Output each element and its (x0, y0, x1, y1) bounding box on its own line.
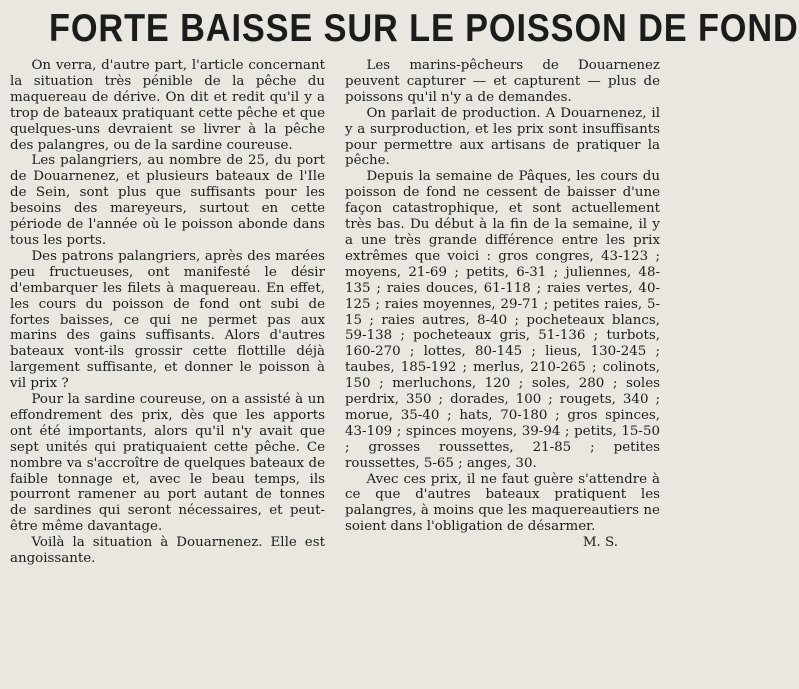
paragraph: Les palangriers, au nombre de 25, du port de Douarnenez, et plusieurs bateaux de l'Ile de Sein, sont plus que suffisants pour les besoins des mareyeurs, surtout en cette période de l'année où le poisson abonde dans tous les ports. (10, 153, 325, 248)
paragraph: On verra, d'autre part, l'article concernant la situation très pénible de la pêche du maquereau de dérive. On dit et redit qu'il y a trop de bateaux pratiquant cette pêche et que quelques-uns devraient se livrer à la pêche des palangres, ou de la sardine coureuse. (10, 58, 325, 153)
paragraph: Voilà la situation à Douarnenez. Elle est angoissante. (10, 535, 325, 567)
paragraph: Depuis la semaine de Pâques, les cours du poisson de fond ne cessent de baisser d'une façon catastrophique, et sont actuellement très bas. Du début à la fin de la semaine, il y a une très grande différence entre les prix extrêmes que voici : gros congres, 43-123 ; moyens, 21-69 ; petits, 6-31 ; juliennes, 48-135 ; raies douces, 61-118 ; raies vertes, 40-125 ; raies moyennes, 29-71 ; petites raies, 5-15 ; raies autres, 8-40 ; pocheteaux blancs, 59-138 ; pocheteaux gris, 51-136 ; turbots, 160-270 ; lottes, 80-145 ; lieus, 130-245 ; taubes, 185-192 ; merlus, 210-265 ; colinots, 150 ; merluchons, 120 ; soles, 280 ; soles perdrix, 350 ; dorades, 100 ; rougets, 340 ; morue, 35-40 ; hats, 70-180 ; gros spinces, 43-109 ; spinces moyens, 39-94 ; petits, 15-50 ; grosses roussettes, 21-85 ; petites roussettes, 5-65 ; anges, 30. (345, 169, 660, 471)
left-column (10, 58, 325, 567)
paragraph: On parlait de production. A Douarnenez, il y a surproduction, et les prix sont insuffisants pour permettre aux artisans de pratiquer la pêche. (345, 105, 660, 169)
right-column (345, 58, 660, 567)
paragraph: Des patrons palangriers, après des marées peu fructueuses, ont manifesté le désir d'embarquer les filets à maquereau. En effet, les cours du poisson de fond ont subi de fortes baisses, ce qui ne permet pas aux marins des gains suffisants. Alors d'autres bateaux vont-ils grossir cette flottille déjà largement suffisante, et donner le poisson à vil prix ? (10, 248, 325, 392)
author-signature: M. S. (582, 535, 618, 551)
article-body (10, 58, 660, 567)
headline: FORTE BAISSE SUR LE POISSON DE FOND (49, 7, 799, 50)
paragraph: Pour la sardine coureuse, on a assisté à un effondrement des prix, dès que les apports ont été importants, alors qu'il n'y avait que sept unités qui pratiquaient cette pêche. Ce nombre va s'accroître de quelques bateaux de faible tonnage et, avec le beau temps, ils pourront ramener au port autant de tonnes de sardines qui seront nécessaires, et peut-être même davantage. (10, 392, 325, 535)
paragraph: Les marins-pêcheurs de Douarnenez peuvent capturer — et capturent — plus de poissons qu'il n'y a de demandes. (345, 58, 660, 105)
paragraph: Avec ces prix, il ne faut guère s'attendre à ce que d'autres bateaux pratiquent les palangres, à moins que les maquereautiers ne soient dans l'obligation de désarmer. (345, 471, 660, 535)
